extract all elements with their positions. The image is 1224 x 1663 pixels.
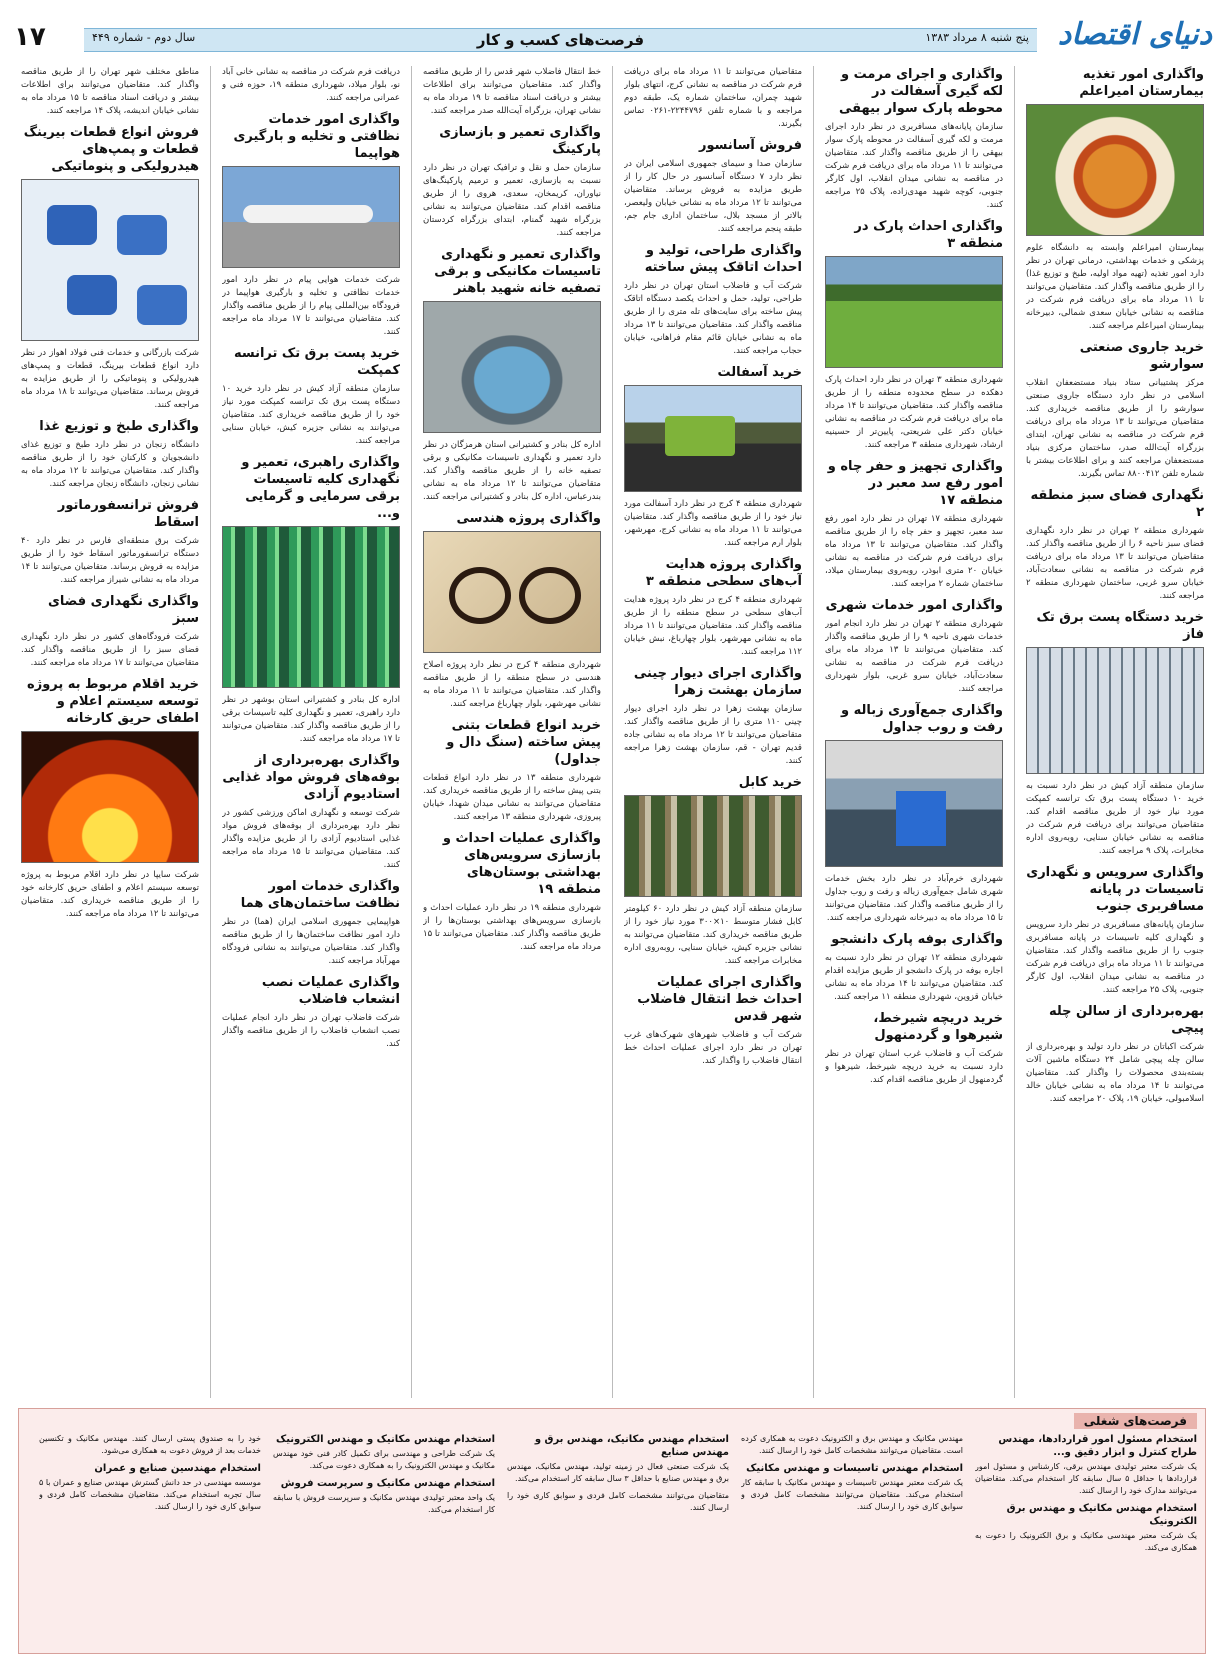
notice-body: شهرداری منطقه ۱۹ در نظر دارد عملیات احداث و بازسازی سرویس‌های بهداشتی بوستان‌ها را از طریق مناقصه واگذار کند. متقاضیان می‌توانند تا ۱۵ مرداد ماه مراجعه کنند. (423, 903, 601, 952)
notice-body: شرکت برق منطقه‌ای فارس در نظر دارد ۴۰ دستگاه ترانسفورماتور اسقاط خود را از طریق مزایده به فروش برساند. متقاضیان می‌توانند تا ۱۴ مرداد ماه به نشانی شیراز مراجعه کنند. (21, 536, 199, 585)
job-title: استخدام مهندس تاسیسات و مهندس مکانیک (746, 1463, 963, 1474)
jobs-column (741, 1433, 963, 1647)
notice-body: شرکت خدمات هوایی پیام در نظر دارد امور خدمات نظافتی و تخلیه و بارگیری هواپیما در فرودگاه بین‌المللی پیام را از طریق مناقصه واگذار کند. متقاضیان می‌توانند تا ۱۷ مرداد ماه مراجعه کنند. (222, 275, 400, 337)
job-body: مهندس مکانیک و مهندس برق و الکترونیک دعوت به همکاری کرده است. متقاضیان می‌توانند مشخصات کامل خود را ارسال کنند. (741, 1434, 963, 1455)
job-title: استخدام مهندس مکانیک و مهندس برق الکترونیک (1006, 1503, 1197, 1527)
tender-notice (1026, 339, 1204, 481)
notice-body: شرکت فرودگاه‌های کشور در نظر دارد نگهداری فضای سبز را از طریق مناقصه واگذار کند. متقاضیان می‌توانند تا ۱۷ مرداد ماه مراجعه کنند. (21, 632, 199, 668)
notice-title: خرید آسفالت (717, 365, 802, 380)
job-title: استخدام مهندسین صنایع و عمران (94, 1463, 261, 1474)
tender-notice (1026, 487, 1204, 603)
job-body: یک شرکت معتبر تولیدی مهندس برقی، کارشناس و مسئول امور قراردادها با حداقل ۵ سال سابقه کار استخدام می‌کند. متقاضیان می‌توانند مدارک خود را ارسال کنند. (975, 1462, 1197, 1495)
job-body: موسسه مهندسی در حد دانش گسترش مهندس صنایع و عمران با ۵ سال تجربه استخدام می‌کند. متقاضیان مشخصات کامل فردی و سوابق کاری خود را ارسال کنند. (39, 1478, 261, 1511)
notice-photo (825, 256, 1003, 368)
job-ad (975, 1433, 1197, 1497)
notice-title: واگذاری بوفه پارک دانشجو (831, 932, 1003, 947)
header-strip (84, 28, 1037, 52)
notice-body: شرکت توسعه و نگهداری اماکن ورزشی کشور در نظر دارد بهره‌برداری از بوفه‌های فروش مواد غذایی استادیوم آزادی را از طریق مزایده واگذار کند. متقاضیان می‌توانند تا ۱۵ مرداد ماه مراجعه کنند. (222, 808, 400, 870)
notice-body: دانشگاه زنجان در نظر دارد طبخ و توزیع غذای دانشجویان و کارکنان خود را از طریق مناقصه واگذار کند. متقاضیان می‌توانند تا ۱۲ مرداد ماه به نشانی زنجان، دانشگاه زنجان مراجعه کنند. (21, 440, 199, 489)
tender-notice (21, 418, 199, 491)
job-ad (507, 1433, 729, 1485)
job-ad (741, 1433, 963, 1457)
notice-title: واگذاری تعمیر و بازسازی پارکینگ (439, 125, 601, 157)
notice-body: شرکت بازرگانی و خدمات فنی فولاد اهواز در نظر دارد انواع قطعات بیرینگ، قطعات و پمپ‌های هیدرولیکی و پنوماتیکی را از طریق مزایده به فروش برساند. متقاضیان می‌توانند تا ۱۸ مرداد ماه مراجعه کنند. (21, 348, 199, 410)
jobs-columns (27, 1433, 1197, 1647)
news-column (21, 66, 199, 1398)
column-divider (210, 66, 211, 1398)
notice-title: واگذاری جمع‌آوری زباله و رفت و روب جداول (840, 703, 1003, 735)
notice-photo (624, 795, 802, 897)
tender-notice (222, 66, 400, 105)
notice-body: سازمان پایانه‌های مسافربری در نظر دارد سرویس و نگهداری کلیه تاسیسات در پایانه مسافربری جنوب را از طریق مناقصه واگذار کند. متقاضیان می‌توانند تا ۱۱ مرداد ماه برای دریافت فرم شرکت در مناقصه به نشانی میدان انقلاب، اول کارگر جنوبی، پلاک ۲۵ مراجعه کنند. (1026, 920, 1204, 995)
jobs-heading: فرصت‌های شغلی (1074, 1413, 1197, 1429)
column-divider (411, 66, 412, 1398)
notice-title: واگذاری عملیات احداث و بازسازی سرویس‌های بهداشتی بوستان‌های منطقه ۱۹ (442, 831, 601, 897)
notice-title: واگذاری نگهداری فضای سبز (47, 594, 199, 626)
notice-body: شهرداری منطقه ۲ تهران در نظر دارد نگهداری فضای سبز ناحیه ۶ را از طریق مناقصه واگذار کند. متقاضیان می‌توانند تا ۱۳ مرداد ماه برای دریافت فرم شرکت در مناقصه به نشانی سعادت‌آباد، خیابان سرو غربی، ساختمان شهرداری منطقه ۲ مراجعه کنند. (1026, 526, 1204, 601)
notice-body: سازمان منطقه آزاد کیش در نظر دارد نسبت به خرید ۱۰ دستگاه پست برق تک ترانسه کمپکت مورد نیاز خود از طریق مناقصه اقدام کند. متقاضیان می‌توانند برای دریافت فرم شرکت در مناقصه به نشانی خیابان سنایی، روبه‌روی اداره مخابرات، پلاک ۹ مراجعه کنند. (1026, 781, 1204, 856)
tender-notice (624, 774, 802, 968)
notice-body: اداره کل بنادر و کشتیرانی استان هرمزگان در نظر دارد تعمیر و نگهداری تاسیسات مکانیکی و برقی تصفیه خانه را از طریق مناقصه واگذار کند. متقاضیان می‌توانند تا ۱۲ مرداد ماه به نشانی بندرعباس، اداره کل بنادر و کشتیرانی مراجعه کنند. (423, 440, 601, 502)
notice-body: شهرداری منطقه ۱۲ تهران در نظر دارد نسبت به اجاره بوفه در پارک دانشجو از طریق مزایده اقدام کند. متقاضیان می‌توانند تا ۱۴ مرداد ماه به نشانی خیابان قزوین، شهرداری منطقه ۱۱ مراجعه کنند. (825, 953, 1003, 1002)
tender-notice (222, 878, 400, 968)
notice-photo (1026, 647, 1204, 774)
notice-photo (624, 385, 802, 492)
job-title: استخدام مهندس مکانیک، مهندس برق و مهندس صنایع (534, 1434, 729, 1458)
notice-title: فروش ترانسفورماتور اسقاط (57, 498, 199, 530)
news-column (222, 66, 400, 1398)
notice-photo (222, 166, 400, 268)
notice-body: شهرداری منطقه ۳ تهران در نظر دارد احداث پارک دهکده در سطح محدوده منطقه را از طریق مناقصه واگذار کند. متقاضیان می‌توانند تا ۱۴ مرداد ماه برای دریافت فرم شرکت در مناقصه به نشانی خیابان دکتر علی شریعتی، پایین‌تر از حسینیه ارشاد، شهرداری منطقه ۳ مراجعه کنند. (825, 375, 1003, 450)
job-title: استخدام مهندس مکانیک و مهندس الکترونیک (275, 1434, 495, 1445)
notice-body: سازمان منطقه آزاد کیش در نظر دارد ۶۰ کیلومتر کابل فشار متوسط ۱۰×۳۰۰ مورد نیاز خود را از طریق مناقصه خریداری کند. متقاضیان می‌توانند به نشانی جزیره کیش، خیابان سنایی، روبه‌روی اداره مخابرات مراجعه کنند. (624, 904, 802, 966)
notice-body: سازمان پایانه‌های مسافربری در نظر دارد اجرای مرمت و لکه گیری آسفالت در محوطه پارک سوار بیهقی را از طریق مناقصه واگذار کند. متقاضیان می‌توانند تا ۱۱ مرداد ماه برای دریافت فرم شرکت در مناقصه به نشانی میدان انقلاب، اول کارگر جنوبی، کوچه شهید مهدی‌زاده، پلاک ۲۵ مراجعه کنند. (825, 122, 1003, 210)
tender-notice (825, 66, 1003, 212)
notice-title: واگذاری تعمیر و نگهداری تاسیسات مکانیکی و برقی تصفیه خانه شهید باهنر (434, 247, 601, 296)
notice-photo (21, 179, 199, 341)
notice-body: دریافت فرم شرکت در مناقصه به نشانی خانی آباد نو، بلوار میلاد، شهرداری منطقه ۱۹، حوزه فنی و عمرانی مراجعه کنند. (222, 67, 400, 103)
notice-photo (825, 740, 1003, 867)
tender-notice (624, 66, 802, 131)
tender-notice (1026, 609, 1204, 858)
notice-body: خط انتقال فاضلاب شهر قدس را از طریق مناقصه واگذار کند. متقاضیان می‌توانند برای اطلاعات بیشتر و دریافت اسناد مناقصه تا ۱۹ مرداد ماه به نشانی تهران، بزرگراه آیت‌الله صدر مراجعه کنند. (423, 67, 601, 116)
tender-notice (1026, 66, 1204, 333)
notice-title: واگذاری امور خدمات نظافتی و تخلیه و بارگیری هواپیما (233, 112, 400, 161)
tender-notice (825, 218, 1003, 452)
job-title: استخدام مهندس مکانیک و سرپرست فروش (280, 1478, 495, 1489)
issue-date: پنج شنبه ۸ مرداد ۱۳۸۳ (925, 31, 1029, 44)
column-divider (612, 66, 613, 1398)
notice-body: شرکت آب و فاضلاب غرب استان تهران در نظر دارد نسبت به خرید دریچه شیرخط، شیرهوا و گردمنهول از طریق مناقصه اقدام کند. (825, 1049, 1003, 1085)
notice-title: خرید کابل (738, 775, 802, 790)
tender-notice (423, 717, 601, 824)
notice-title: واگذاری سرویس و نگهداری تاسیسات در پایانه مسافربری جنوب (1026, 865, 1204, 914)
column-divider (813, 66, 814, 1398)
notice-photo (423, 301, 601, 433)
notice-body: متقاضیان می‌توانند تا ۱۱ مرداد ماه برای دریافت فرم شرکت در مناقصه به نشانی کرج، انتهای بلوار شهید چمران، ساختمان شماره یک، طبقه دوم مراجعه و با شماره تلفن ۲۲۴۴۷۹۶-۰۲۶۱ تماس بگیرند. (624, 67, 802, 129)
job-body: متقاضیان می‌توانند مشخصات کامل فردی و سوابق کاری خود را ارسال کنند. (507, 1491, 729, 1512)
notice-body: شرکت آب و فاضلاب شهرهای شهرک‌های غرب تهران در نظر دارد اجرای عملیات احداث خط انتقال فاضلاب را واگذار کند. (624, 1030, 802, 1066)
notice-photo (423, 531, 601, 653)
job-title: استخدام مسئول امور قراردادها، مهندس طراح کنترل و ابزار دقیق و... (998, 1434, 1197, 1458)
notice-body: اداره کل بنادر و کشتیرانی استان بوشهر در نظر دارد راهبری، تعمیر و نگهداری کلیه تاسیسات برقی را از طریق مناقصه واگذار کند. متقاضیان می‌توانند تا ۱۷ مرداد ماه مراجعه کنند. (222, 695, 400, 744)
notice-photo (21, 731, 199, 863)
notice-body: شهرداری منطقه ۴ کرج در نظر دارد آسفالت مورد نیاز خود را از طریق مناقصه واگذار کند. متقاضیان می‌توانند تا ۱۱ مرداد ماه به نشانی کرج، مهرشهر، بلوار ارم مراجعه کنند. (624, 499, 802, 548)
tender-notice (21, 497, 199, 587)
jobs-column (975, 1433, 1197, 1647)
job-body: یک شرکت معتبر مهندسی مکانیک و برق الکترونیک را دعوت به همکاری می‌کند. (975, 1531, 1197, 1552)
job-body: خود را به صندوق پستی ارسال کنند. مهندس مکانیک و تکنسین خدمات بعد از فروش دعوت به همکاری می‌شود. (39, 1434, 261, 1455)
tender-notice (222, 974, 400, 1051)
tender-notice (423, 510, 601, 711)
tender-notice (624, 556, 802, 659)
notice-title: واگذاری و اجرای مرمت و لکه گیری آسفالت در محوطه پارک سوار بیهقی (839, 67, 1003, 116)
tender-notice (624, 242, 802, 358)
notice-photo (1026, 104, 1204, 236)
notice-body: شهرداری خرم‌آباد در نظر دارد بخش خدمات شهری شامل جمع‌آوری زباله و رفت و روب جداول را از طریق مناقصه واگذار کند. متقاضیان می‌توانند تا ۱۵ مرداد ماه به دبیرخانه شهرداری مراجعه کنند. (825, 874, 1003, 923)
notice-body: شرکت آب و فاضلاب استان تهران در نظر دارد طراحی، تولید، حمل و احداث یکصد دستگاه اتاقک پیش ساخته برای سایت‌های تله متری را از طریق مناقصه واگذار کند. متقاضیان می‌توانند تا ۱۳ مرداد ماه به نشانی خیابان قائم مقام فراهانی، خیابان حجاب مراجعه کنند. (624, 281, 802, 356)
tender-notice (423, 124, 601, 240)
notice-body: شهرداری منطقه ۲ تهران در نظر دارد انجام امور خدمات شهری ناحیه ۹ را از طریق مناقصه واگذار کند. متقاضیان می‌توانند تا ۱۳ مرداد ماه برای دریافت فرم شرکت در مناقصه به نشانی سعادت‌آباد، خیابان سرو غربی، بلوار شهرداری مراجعه کنند. (825, 619, 1003, 694)
tender-notice (1026, 1003, 1204, 1106)
page-number: ۱۷ (14, 22, 46, 52)
news-column (624, 66, 802, 1398)
job-ad (507, 1490, 729, 1514)
notice-title: خرید اقلام مربوط به پروژه توسعه سیستم اعلام و اطفای حریق کارخانه (27, 677, 199, 726)
tender-notice (624, 665, 802, 768)
notice-body: سازمان منطقه آزاد کیش در نظر دارد خرید ۱۰ دستگاه پست برق تک ترانسه کمپکت مورد نیاز خود را از طریق مناقصه خریداری کند. متقاضیان می‌توانند به نشانی جزیره کیش، خیابان سنایی مراجعه کنند. (222, 384, 400, 446)
news-column (423, 66, 601, 1398)
tender-notice (21, 66, 199, 118)
notice-title: خرید پست برق تک ترانسه کمپکت (233, 346, 400, 378)
tender-notice (21, 593, 199, 670)
notice-body: شهرداری منطقه ۴ کرج در نظر دارد پروژه اصلاح هندسی در سطح منطقه را از طریق مناقصه واگذار کند. متقاضیان می‌توانند تا ۱۱ مرداد ماه به نشانی مهرشهر، بلوار چهارباغ مراجعه کنند. (423, 660, 601, 709)
job-ad (273, 1433, 495, 1472)
notice-title: خرید دستگاه پست برق تک فاز (1036, 610, 1204, 642)
notice-body: شهرداری منطقه ۱۷ تهران در نظر دارد امور رفع سد معبر، تجهیز و حفر چاه را از طریق مناقصه واگذار کند. متقاضیان می‌توانند تا ۱۳ مرداد ماه برای دریافت فرم شرکت در مناقصه به نشانی خیابان ۲۰ متری ابوذر، روبه‌روی بیمارستان میلاد، ساختمان شماره ۲ مراجعه کنند. (825, 514, 1003, 589)
notice-title: واگذاری راهبری، تعمیر و نگهداری کلیه تاسیسات برقی سرمایی و گرمایی و... (241, 455, 400, 521)
notice-body: شهرداری منطقه ۴ کرج در نظر دارد پروژه هدایت آب‌های سطحی در سطح منطقه را از طریق مناقصه واگذار کند. متقاضیان می‌توانند تا ۱۱ مرداد ماه به نشانی مهرشهر، بلوار چهارباغ، نبش خیابان ۱۱۲ مراجعه کنند. (624, 595, 802, 657)
news-column (1026, 66, 1204, 1398)
notice-title: خرید انواع قطعات بتنی پیش ساخته (سنگ دال و جداول) (446, 718, 601, 767)
tender-notice (624, 364, 802, 550)
notice-title: واگذاری اجرای عملیات احداث خط انتقال فاضلاب شهر قدس (637, 975, 802, 1024)
notice-body: بیمارستان امیراعلم وابسته به دانشگاه علوم پزشکی و خدمات بهداشتی، درمانی تهران در نظر دارد امور تغذیه (تهیه مواد اولیه، طبخ و توزیع غذا) را از طریق مناقصه واگذار کند. متقاضیان می‌توانند تا ۱۱ مرداد ماه برای دریافت فرم شرکت در مناقصه به نشانی خیابان سعدی شمالی، دبیرخانه بیمارستان امیراعلم مراجعه کنند. (1026, 243, 1204, 331)
notice-body: هواپیمایی جمهوری اسلامی ایران (هما) در نظر دارد امور نظافت ساختمان‌ها را از طریق مناقصه واگذار کند. متقاضیان می‌توانند به نشانی فرودگاه مهرآباد مراجعه کنند. (222, 917, 400, 966)
notice-title: واگذاری امور خدمات شهری (825, 598, 1003, 613)
notice-title: خرید دریچه شیرخط، شیرهوا و گردمنهول (873, 1011, 1003, 1043)
tender-notice (222, 454, 400, 746)
notice-title: فروش آسانسور (698, 138, 802, 153)
notice-title: بهره‌برداری از سالن چله پیچی (1048, 1004, 1204, 1036)
tender-notice (624, 974, 802, 1068)
tender-notice (423, 830, 601, 954)
jobs-column (39, 1433, 261, 1647)
issue-number: سال دوم - شماره ۴۴۹ (92, 31, 196, 44)
column-divider (1014, 66, 1015, 1398)
job-body: یک شرکت طراحی و مهندسی برای تکمیل کادر فنی خود مهندس مکانیک و مهندس الکترونیک را به همکاری دعوت می‌کند. (273, 1449, 495, 1470)
notice-title: واگذاری طبخ و توزیع غذا (39, 419, 199, 434)
page-header (14, 14, 1212, 56)
newspaper-logo: دنیای اقتصاد (1057, 17, 1212, 52)
tender-notice (825, 458, 1003, 591)
job-ad (39, 1433, 261, 1457)
jobs-column (507, 1433, 729, 1647)
notice-title: واگذاری احداث پارک در منطقه ۳ (854, 219, 1003, 251)
job-ad (39, 1462, 261, 1513)
tender-notice (222, 345, 400, 448)
notice-title: واگذاری بهره‌برداری از بوفه‌های فروش مواد غذایی استادیوم آزادی (222, 753, 400, 802)
notice-body: شرکت اکباتان در نظر دارد تولید و بهره‌برداری از سالن چله پیچی شامل ۲۴ دستگاه ماشین آلات بسته‌بندی محصولات را واگذار کند. متقاضیان می‌توانند تا ۱۴ مرداد ماه به نشانی خیابان خالد اسلامبولی، خیابان ۱۹، پلاک ۲۰ مراجعه کنند. (1026, 1042, 1204, 1104)
notice-body: مرکز پشتیبانی ستاد بنیاد مستضعفان انقلاب اسلامی در نظر دارد دستگاه جاروی صنعتی سوارشو را از طریق مناقصه خریداری کند. متقاضیان می‌توانند تا ۱۳ مرداد ماه برای دریافت فرم شرکت در مناقصه به نشانی تهران، ابتدای بزرگراه آیت‌الله صدر، ساختمان مرکزی بنیاد مستضعفان مراجعه کنند و برای اطلاعات بیشتر با شماره تلفن ۸۸۰۰۴۱۲ تماس بگیرند. (1026, 378, 1204, 479)
notice-title: واگذاری خدمات امور نظافت ساختمان‌های هما (240, 879, 400, 911)
tender-notice (825, 702, 1003, 925)
section-title: فرصت‌های کسب و کار (476, 31, 645, 49)
tender-notice (423, 246, 601, 504)
notice-photo (222, 526, 400, 688)
content-columns (18, 66, 1204, 1398)
job-ad (741, 1462, 963, 1513)
notice-title: واگذاری پروژه هندسی (456, 511, 601, 526)
tender-notice (423, 66, 601, 118)
job-body: یک واحد معتبر تولیدی مهندس مکانیک و سرپرست فروش با سابقه کار استخدام می‌کند. (273, 1493, 495, 1514)
tender-notice (624, 137, 802, 236)
notice-body: شرکت سایپا در نظر دارد اقلام مربوط به پروژه توسعه سیستم اعلام و اطفای حریق کارخانه خود را از طریق مناقصه خریداری کند. متقاضیان می‌توانند تا ۱۲ مرداد ماه مراجعه کنند. (21, 870, 199, 919)
tender-notice (222, 752, 400, 872)
job-ad (273, 1477, 495, 1516)
notice-title: خرید جاروی صنعتی سوارشو (1079, 340, 1204, 372)
tender-notice (825, 1010, 1003, 1087)
notice-title: واگذاری امور تغذیه بیمارستان امیراعلم (1079, 67, 1204, 99)
tender-notice (21, 124, 199, 412)
tender-notice (21, 676, 199, 921)
news-column (825, 66, 1003, 1398)
notice-title: واگذاری طراحی، تولید و احداث اتاقک پیش ساخته (644, 243, 802, 275)
notice-title: واگذاری اجرای دیوار چینی سازمان بهشت زهرا (633, 666, 802, 698)
job-body: یک شرکت معتبر مهندس تاسیسات و مهندس مکانیک با سابقه کار استخدام می‌کند. متقاضیان می‌توانند مشخصات کامل فردی و سوابق کاری خود را ارسال کنند. (741, 1478, 963, 1511)
tender-notice (1026, 864, 1204, 997)
notice-body: سازمان صدا و سیمای جمهوری اسلامی ایران در نظر دارد ۷ دستگاه آسانسور در حال کار را از طریق مزایده به فروش برساند. متقاضیان می‌توانند تا ۱۲ مرداد ماه به نشانی خیابان ولیعصر، بالاتر از مسجد بلال، ساختمان اداری جام جم، طبقه پنجم مراجعه کنند. (624, 159, 802, 234)
notice-title: واگذاری پروژه هدایت آب‌های سطحی منطقه ۳ (645, 557, 802, 589)
notice-body: مناطق مختلف شهر تهران را از طریق مناقصه واگذار کند. متقاضیان می‌توانند برای اطلاعات بیشتر و دریافت اسناد مناقصه تا ۱۵ مرداد ماه به نشانی خیابان اندیشه، پلاک ۱۴ مراجعه کنند. (21, 67, 199, 116)
notice-body: سازمان بهشت زهرا در نظر دارد اجرای دیوار چینی ۱۱۰ متری را از طریق مناقصه واگذار کند. متقاضیان می‌توانند تا ۱۲ مرداد ماه به نشانی جاده قدیم تهران - قم، سازمان بهشت زهرا مراجعه کنند. (624, 704, 802, 766)
notice-body: شهرداری منطقه ۱۳ در نظر دارد انواع قطعات بتنی پیش ساخته را از طریق مناقصه خریداری کند. متقاضیان می‌توانند به نشانی میدان شهدا، خیابان پیروزی، شهرداری منطقه ۱۳ مراجعه کنند. (423, 773, 601, 822)
notice-title: نگهداری فضای سبز منطقه ۲ (1030, 488, 1204, 520)
notice-title: واگذاری تجهیز و حفر چاه و امور رفع سد معبر در منطقه ۱۷ (827, 459, 1003, 508)
notice-title: واگذاری عملیات نصب انشعاب فاضلاب (261, 975, 400, 1007)
tender-notice (222, 111, 400, 339)
notice-body: شرکت فاضلاب تهران در نظر دارد انجام عملیات نصب انشعاب فاضلاب را از طریق مناقصه واگذار کند. (222, 1013, 400, 1049)
notice-body: سازمان حمل و نقل و ترافیک تهران در نظر دارد نسبت به بازسازی، تعمیر و ترمیم پارکینگ‌های نیاوران، کریمخان، سعدی، هروی را از طریق مناقصه اقدام کند. متقاضیان می‌توانند به نشانی بزرگراه شهید گمنام، ابتدای بزرگراه کردستان مراجعه کنند. (423, 163, 601, 238)
jobs-box (18, 1408, 1206, 1654)
jobs-column (273, 1433, 495, 1647)
job-ad (975, 1502, 1197, 1554)
tender-notice (825, 931, 1003, 1004)
notice-title: فروش انواع قطعات بیرینگ قطعات و پمپ‌های هیدرولیکی و پنوماتیکی (23, 125, 199, 174)
tender-notice (825, 597, 1003, 696)
job-body: یک شرکت صنعتی فعال در زمینه تولید، مهندس مکانیک، مهندس برق و مهندس صنایع با حداقل ۳ سال سابقه کار استخدام می‌کند. (507, 1462, 729, 1483)
